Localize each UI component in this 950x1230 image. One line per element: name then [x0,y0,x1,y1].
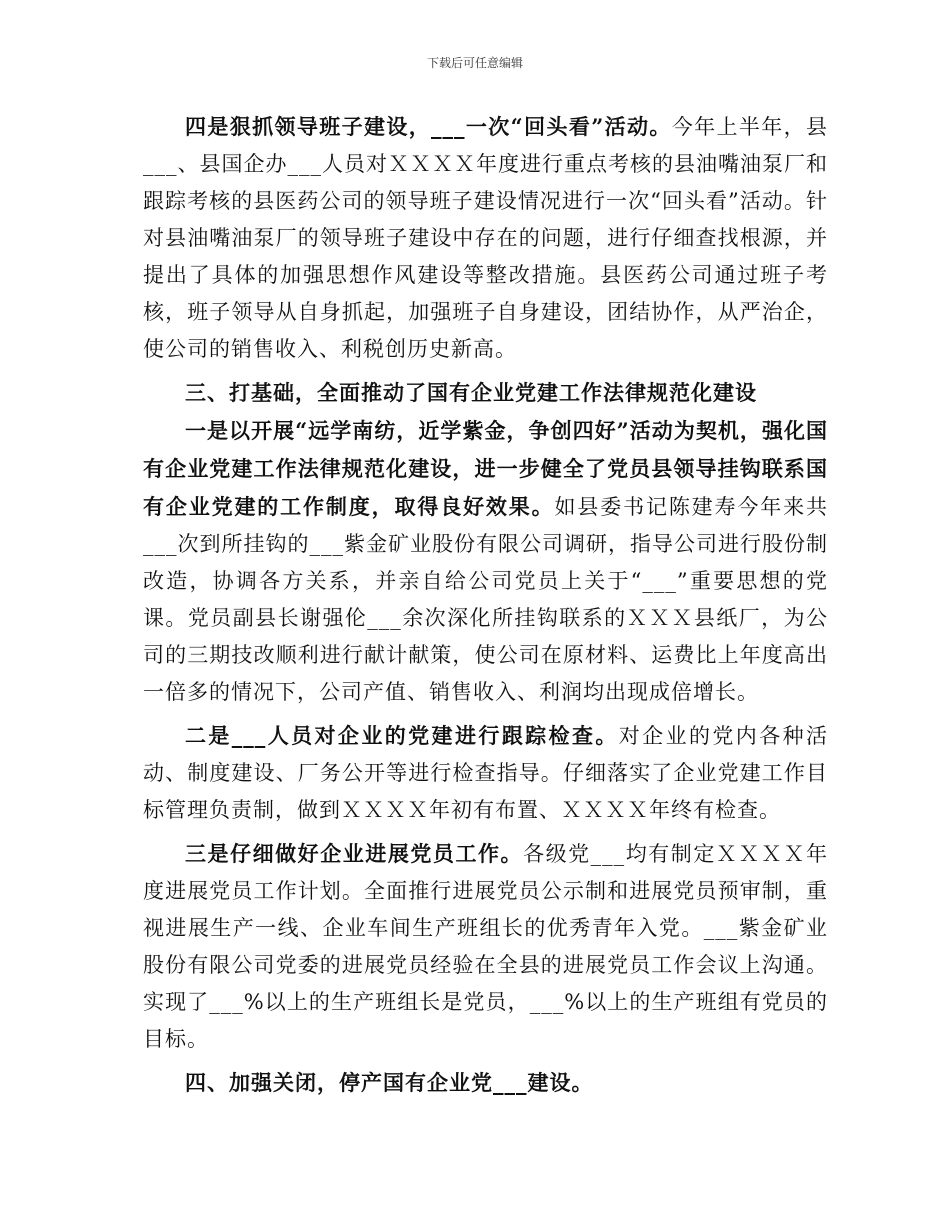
paragraph-inspection [143,717,828,829]
page-header: 下载后可任意编辑 [426,56,523,70]
section-heading-4 [143,1064,828,1102]
paragraph-lead: 三是仔细做好企业进展党员工作。 [185,841,524,866]
paragraph-text: 今年上半年，县___、县国企办___人员对ＸＸＸＸ年度进行重点考核的县油嘴油泵厂和跟踪考核的县医药公司的领导班子建设情况进行一次“回头看”活动。针对县油嘴油泵厂的领导班子建设中存在的问题，进行仔细查找根源，并提出了具体的加强思想作风建设等整改措施。县医药公司通过班子考核，班子领导从自身抓起，加强班子自身建设，团结协作，从严治企，使公司的销售收入、利税创历史新高。 [143,115,828,361]
paragraph-text: 各级党___均有制定ＸＸＸＸ年度进展党员工作计划。全面推行进展党员公示制和进展党员预审制，重视进展生产一线、企业车间生产班组长的优秀青年入党。___紫金矿业股份有限公司党委的进展党员经验在全县的进展党员工作会议上沟通。实现了___%以上的生产班组长是党员，___%以上的生产班组有党员的目标。 [143,842,829,1051]
paragraph-lead: 四是狠抓领导班子建设，___一次“回头看”活动。 [185,114,672,139]
paragraph-member-development [143,835,828,1058]
paragraph-text: 如县委书记陈建寿今年来共___次到所挂钩的___紫金矿业股份有限公司调研，指导公司进行股份制改造，协调各方关系，并亲自给公司党员上关于“___”重要思想的党课。党员副县长谢强伦___余次深化所挂钩联系的ＸＸＸ县纸厂，为公司的三期技改顺利进行献计献策，使公司在原材料、运费比上年度高出一倍多的情况下，公司产值、销售收入、利润均出现成倍增长。 [143,495,828,704]
section-heading-text: 三、打基础，全面推动了国有企业党建工作法律规范化建设 [185,380,757,405]
paragraph-activity [143,412,828,711]
paragraph-text: 对企业的党内各种活动、制度建设、厂务公开等进行检查指导。仔细落实了企业党建工作目标管理负责制，做到ＸＸＸＸ年初有布置、ＸＸＸＸ年终有检查。 [143,724,829,822]
paragraph-leadership-review [143,108,828,368]
paragraph-lead: 一是以开展“远学南纺，近学紫金，争创四好”活动为契机，强化国有企业党建工作法律规范化建设，进一步健全了党员县领导挂钩联系国有企业党建的工作制度，取得良好效果。 [143,418,828,519]
section-heading-text: 四、加强关闭，停产国有企业党___建设。 [185,1070,594,1095]
paragraph-lead: 二是___人员对企业的党建进行跟踪检查。 [185,723,619,748]
document-body [143,108,828,1102]
section-heading-3 [143,374,828,412]
